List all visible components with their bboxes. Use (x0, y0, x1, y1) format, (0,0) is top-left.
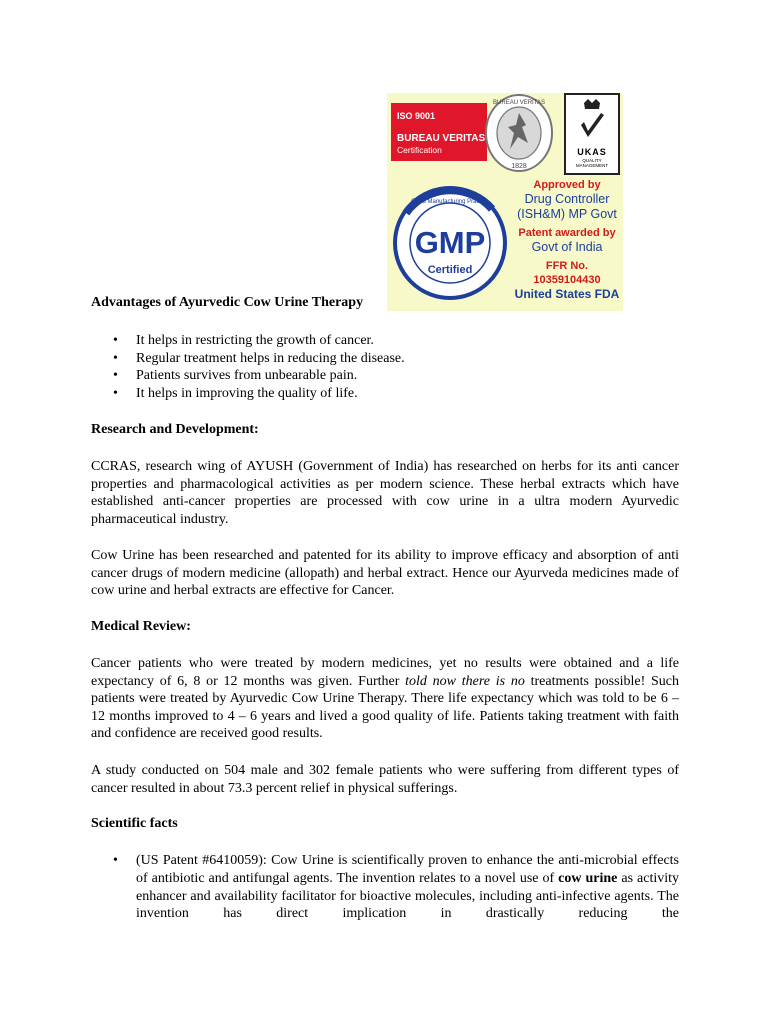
approved-by: Approved by (533, 179, 601, 191)
medical-text-b: treatments possible! Such patients were treated by Ayurvedic Cow Urine Therapy. There life expectancy which was told to be 6 – 12 months improved to 4 – 6 years and lived a good quality of life. Patients taking treatment with faith and confidence are received good results. (91, 673, 679, 742)
medical-heading: Medical Review: (91, 619, 191, 634)
research-paragraph-1: CCRAS, research wing of AYUSH (Government of India) has researched on herbs for its anti cancer properties and pharmacological activities as per modern science. These herbal extracts which have established anti-cancer properties are processed with cow urine in a ultra modern Ayurvedic pharmaceutical industry. (91, 459, 679, 527)
ukas-name: UKAS (577, 147, 607, 157)
advantages-heading: Advantages of Ayurvedic Cow Urine Therapy (91, 295, 364, 310)
scientific-text-a: (US Patent #6410059): Cow Urine is scientifically proven to enhance the anti-microbial effects of antibiotic and antifungal agents. The invention relates to a novel use of (136, 853, 679, 886)
certification-badge (387, 93, 623, 311)
patent-awarded: Patent awarded by (518, 227, 616, 240)
drug-controller: Drug Controller (524, 192, 610, 207)
scientific-text (136, 852, 679, 923)
bullet-icon: • (113, 853, 118, 868)
research-paragraph-2: Cow Urine has been researched and patented for its ability to improve efficacy and absorption of anti cancer drugs of modern medicine (allopath) and herbal extract. Hence our Ayurveda medicines made of cow urine and herbal extracts are effective for Cancer. (91, 548, 679, 599)
usfda: United States FDA (514, 286, 620, 301)
medical-text-a: Cancer patients who were treated by modern medicines, yet no results were obtained and a life expectancy of 6, 8 or 12 months was given. Further (91, 656, 679, 689)
seal-year-text: 1828 (511, 163, 527, 170)
bv-cert-text: Certification (397, 145, 442, 155)
bullet-icon: • (113, 350, 118, 366)
bullet-icon: • (113, 333, 118, 348)
list-item (91, 385, 405, 403)
gmp-ring-text: Good Manufacturing Practice (411, 199, 489, 205)
bureau-veritas-seal-icon (484, 93, 554, 175)
medical-text-italic: told now there is no (405, 673, 525, 689)
advantages-list (91, 332, 405, 403)
list-item-text: It helps in restricting the growth of cancer. (136, 333, 374, 348)
ishm-govt: (ISH&M) MP Govt (517, 207, 617, 222)
list-item (91, 367, 405, 385)
scientific-text-bold: cow urine (558, 870, 618, 886)
ukas-logo (564, 93, 620, 175)
approval-text-block (511, 179, 623, 301)
list-item (91, 350, 405, 368)
research-heading: Research and Development: (91, 422, 259, 437)
bv-name-text: BUREAU VERITAS (397, 133, 486, 144)
gmp-certified-logo-icon (392, 181, 508, 305)
scientific-heading: Scientific facts (91, 816, 178, 831)
seal-top-text: BUREAU VERITAS (493, 100, 545, 106)
list-item-text: Patients survives from unbearable pain. (136, 368, 358, 384)
gmp-text: GMP (414, 225, 486, 260)
crown-check-icon (566, 95, 618, 147)
ukas-sub: QUALITY MANAGEMENT (575, 158, 609, 168)
bullet-icon: • (113, 368, 118, 384)
govt-india: Govt of India (531, 240, 603, 255)
list-item (91, 332, 405, 350)
ffr-number: FFR No. 10359104430 (533, 260, 601, 286)
bureau-veritas-label (391, 103, 487, 161)
gmp-certified-text: Certified (427, 264, 473, 276)
list-item-text: Regular treatment helps in reducing the disease. (136, 350, 405, 366)
medical-paragraph-2: A study conducted on 504 male and 302 female patients who were suffering from different types of cancer resulted in about 73.3 percent relief in physical sufferings. (91, 763, 679, 796)
iso-text: ISO 9001 (397, 111, 436, 121)
medical-paragraph-1 (91, 655, 679, 743)
scientific-text-b: as activity enhancer and availability facilitator for bioactive molecules, including anti-infective agents. The invention has direct implication in drastically reducing the (136, 870, 680, 922)
bullet-icon: • (113, 386, 118, 402)
list-item-text: It helps in improving the quality of life. (136, 386, 358, 402)
